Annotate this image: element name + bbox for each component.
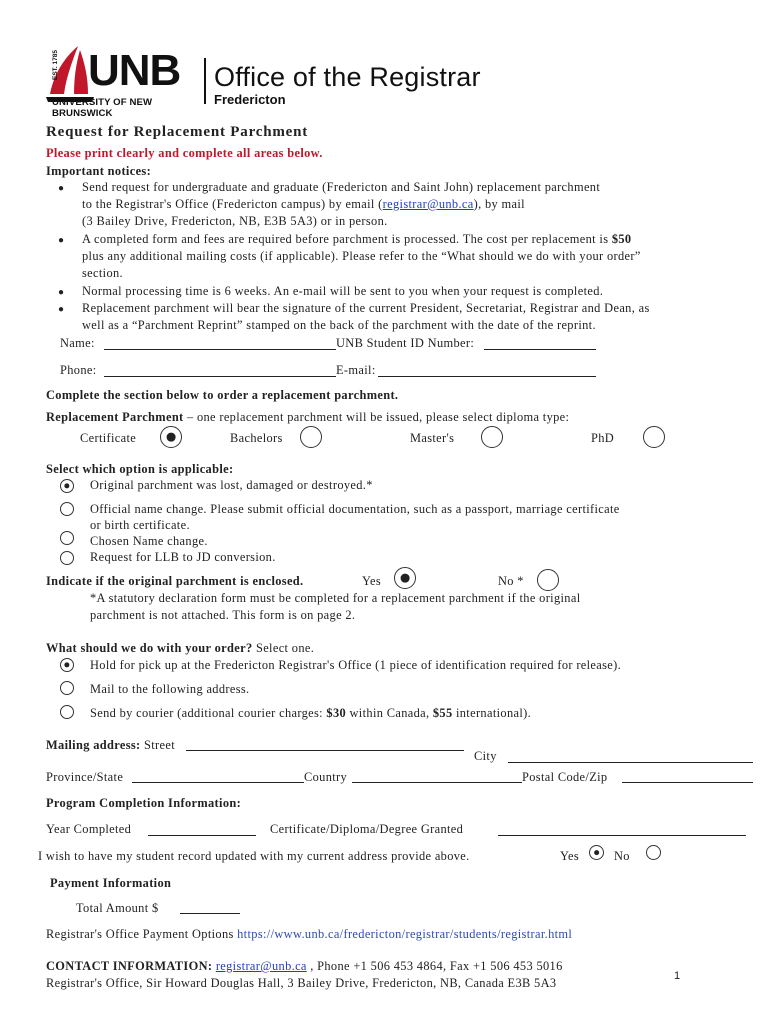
city-label: City <box>474 749 497 763</box>
option-lost-label: Original parchment was lost, damaged or destroyed.* <box>90 478 373 492</box>
year-completed-label: Year Completed <box>46 822 132 836</box>
notice-4-line-2: well as a “Parchment Reprint” stamped on the back of the parchment with the date of the reprint. <box>82 318 596 332</box>
street-field[interactable] <box>186 750 464 751</box>
page-number: 1 <box>674 970 681 982</box>
enclosed-label: Indicate if the original parchment is enclosed. <box>46 574 304 588</box>
province-label: Province/State <box>46 770 124 784</box>
type-phd-radio[interactable] <box>643 426 665 448</box>
country-field[interactable] <box>352 782 522 783</box>
type-certificate-label: Certificate <box>80 431 137 445</box>
type-bachelors-radio[interactable] <box>300 426 322 448</box>
option-llb-jd-label: Request for LLB to JD conversion. <box>90 550 276 564</box>
email-label: E-mail: <box>336 363 376 377</box>
notice-1-line-1: Send request for undergraduate and graduate (Fredericton and Saint John) replacement parchment <box>82 180 601 194</box>
enclosed-yes-radio[interactable] <box>394 567 416 589</box>
email-field[interactable] <box>378 376 596 377</box>
options-heading: Select which option is applicable: <box>46 462 234 476</box>
delivery-heading: What should we do with your order? Select one. <box>46 641 315 655</box>
mailing-address-row: Mailing address: Street <box>46 738 175 752</box>
enclosed-yes-label: Yes <box>362 574 382 588</box>
enclosed-note-line-1: *A statutory declaration form must be completed for a replacement parchment if the original <box>90 591 581 605</box>
delivery-courier-radio[interactable] <box>60 705 74 719</box>
header-divider <box>204 58 206 104</box>
update-yes-radio[interactable] <box>589 845 604 860</box>
postal-label: Postal Code/Zip <box>522 770 608 784</box>
credential-label: Certificate/Diploma/Degree Granted <box>270 822 464 836</box>
payment-heading: Payment Information <box>50 876 172 890</box>
option-lost-radio[interactable] <box>60 479 74 493</box>
type-certificate-radio[interactable] <box>160 426 182 448</box>
phone-field[interactable] <box>104 376 336 377</box>
delivery-mail-radio[interactable] <box>60 681 74 695</box>
notice-1-line-3: (3 Bailey Drive, Fredericton, NB, E3B 5A3) or in person. <box>82 214 388 228</box>
notice-1-line-2: to the Registrar's Office (Fredericton campus) by email (registrar@unb.ca), by mail <box>82 197 525 211</box>
option-name-change-radio[interactable] <box>60 502 74 516</box>
contact-email-link[interactable]: registrar@unb.ca <box>215 959 307 973</box>
update-yes-label: Yes <box>560 849 580 863</box>
year-completed-field[interactable] <box>148 835 256 836</box>
delivery-courier-label: Send by courier (additional courier charges: $30 within Canada, $55 international). <box>90 706 532 720</box>
print-instruction: Please print clearly and complete all areas below. <box>46 146 323 160</box>
unb-logo <box>44 44 214 119</box>
enclosed-no-radio[interactable] <box>537 569 559 591</box>
name-field[interactable] <box>104 349 336 350</box>
delivery-pickup-label: Hold for pick up at the Fredericton Registrar's Office (1 piece of identification required for release). <box>90 658 622 672</box>
student-id-label: UNB Student ID Number: <box>336 336 475 350</box>
page-title: Request for Replacement Parchment <box>46 124 309 140</box>
enclosed-note-line-2: parchment is not attached. This form is on page 2. <box>90 608 356 622</box>
notice-3: Normal processing time is 6 weeks. An e-mail will be sent to you when your request is completed. <box>82 284 604 298</box>
enclosed-no-label: No * <box>498 574 524 588</box>
delivery-pickup-radio[interactable] <box>60 658 74 672</box>
logo-university-name: UNIVERSITY OF NEW BRUNSWICK <box>52 97 153 119</box>
notice-4-line-1: Replacement parchment will bear the signature of the current President, Secretariat, Registrar and Dean, as <box>82 301 650 315</box>
bullet: ● <box>58 183 65 194</box>
contact-line: CONTACT INFORMATION: registrar@unb.ca , Phone +1 506 453 4864, Fax +1 506 453 5016 <box>46 959 563 973</box>
type-phd-label: PhD <box>591 431 615 445</box>
campus-name: Fredericton <box>214 92 286 107</box>
credential-field[interactable] <box>498 835 746 836</box>
replacement-parchment-line: Replacement Parchment – one replacement parchment will be issued, please select diploma type: <box>46 410 570 424</box>
bullet: ● <box>58 304 65 315</box>
office-title: Office of the Registrar <box>214 62 481 92</box>
payment-options-link[interactable]: https://www.unb.ca/fredericton/registrar/students/registrar.html <box>237 927 573 941</box>
option-name-change-line-1: Official name change. Please submit official documentation, such as a passport, marriage certificate <box>90 502 620 516</box>
name-label: Name: <box>60 336 95 350</box>
delivery-mail-label: Mail to the following address. <box>90 682 250 696</box>
option-chosen-name-radio[interactable] <box>60 531 74 545</box>
contact-address: Registrar's Office, Sir Howard Douglas Hall, 3 Bailey Drive, Fredericton, NB, Canada E3B 5A3 <box>46 976 557 990</box>
logo-wordmark: UNB <box>88 46 181 95</box>
registrar-email-link[interactable]: registrar@unb.ca <box>382 197 474 211</box>
total-amount-label: Total Amount $ <box>76 901 159 915</box>
city-field[interactable] <box>508 762 753 763</box>
notice-2-line-1: A completed form and fees are required before parchment is processed. The cost per replacement is $50 <box>82 232 632 246</box>
country-label: Country <box>304 770 348 784</box>
order-heading: Complete the section below to order a replacement parchment. <box>46 388 399 402</box>
notices-heading: Important notices: <box>46 164 152 178</box>
bullet: ● <box>58 287 65 298</box>
student-id-field[interactable] <box>484 349 596 350</box>
type-bachelors-label: Bachelors <box>230 431 283 445</box>
total-amount-field[interactable] <box>180 913 240 914</box>
update-record-label: I wish to have my student record updated with my current address provide above. <box>38 849 470 863</box>
option-llb-jd-radio[interactable] <box>60 551 74 565</box>
type-masters-radio[interactable] <box>481 426 503 448</box>
option-name-change-line-2: or birth certificate. <box>90 518 190 532</box>
bullet: ● <box>58 235 65 246</box>
province-field[interactable] <box>132 782 304 783</box>
notice-2-line-2: plus any additional mailing costs (if applicable). Please refer to the “What should we do with your order” <box>82 249 641 263</box>
update-no-radio[interactable] <box>646 845 661 860</box>
logo-established: EST. 1785 <box>52 50 59 80</box>
payment-options-line: Registrar's Office Payment Options https://www.unb.ca/fredericton/registrar/students/registrar.html <box>46 927 573 941</box>
option-chosen-name-label: Chosen Name change. <box>90 534 208 548</box>
postal-field[interactable] <box>622 782 753 783</box>
notice-2-line-3: section. <box>82 266 123 280</box>
replacement-cost: $50 <box>611 232 632 246</box>
phone-label: Phone: <box>60 363 97 377</box>
program-heading: Program Completion Information: <box>46 796 242 810</box>
update-no-label: No <box>614 849 630 863</box>
type-masters-label: Master's <box>410 431 455 445</box>
